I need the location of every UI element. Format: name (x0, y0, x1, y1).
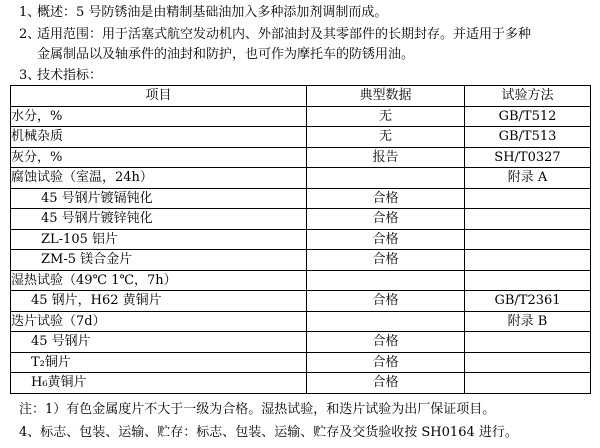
header-test-method: 试验方法 (465, 86, 591, 107)
table-row (11, 168, 591, 189)
table-header-row (11, 86, 591, 107)
method-cell (465, 188, 591, 209)
item-cell: 机械杂质 (11, 127, 307, 148)
value-cell: 合格 (307, 332, 465, 353)
item-number: 3、 (19, 68, 41, 83)
spec-heading-text: 技术指标： (37, 68, 103, 83)
item-cell: 灰分，% (11, 147, 307, 168)
value-cell (307, 270, 465, 291)
value-cell: 合格 (307, 209, 465, 230)
method-cell (465, 229, 591, 250)
method-cell (465, 270, 591, 291)
item-cell: ZM-5 镁合金片 (11, 250, 307, 271)
method-cell: GB/T512 (465, 106, 591, 127)
value-cell: 合格 (307, 373, 465, 394)
method-cell (465, 209, 591, 230)
method-cell (465, 332, 591, 353)
value-cell (307, 168, 465, 189)
method-cell: GB/T2361 (465, 291, 591, 312)
table-row (11, 332, 591, 353)
item-number: 1、 (19, 5, 41, 20)
value-cell: 合格 (307, 229, 465, 250)
item-number: 2、 (19, 27, 41, 42)
method-cell (465, 352, 591, 373)
value-cell: 合格 (307, 291, 465, 312)
item-cell: 湿热试验（49℃ 1℃，7h） (11, 270, 307, 291)
item-cell: 45 号钢片 (11, 332, 307, 353)
item-cell: 腐蚀试验（室温，24h） (11, 168, 307, 189)
table-row (11, 127, 591, 148)
table-row (11, 229, 591, 250)
item-cell: H₆黄铜片 (11, 373, 307, 394)
table-row (11, 311, 591, 332)
value-cell: 合格 (307, 250, 465, 271)
table-row (11, 147, 591, 168)
scope-text: 适用范围：用于活塞式航空发动机内、外部油封及其零部件的长期封存。并适用于多种 (37, 27, 532, 42)
item-cell: ZL-105 铝片 (11, 229, 307, 250)
item-cell: 迭片试验（7d） (11, 311, 307, 332)
footnote: 注：1）有色金属度片不大于一级为合格。湿热试验，和迭片试验为出厂保证项目。 (19, 402, 496, 417)
item-cell: T₂铜片 (11, 352, 307, 373)
item-cell: 水分，% (11, 106, 307, 127)
value-cell: 报告 (307, 147, 465, 168)
overview-text: 概述：5 号防锈油是由精制基础油加入多种添加剂调制而成。 (37, 5, 388, 20)
table-row (11, 250, 591, 271)
value-cell: 合格 (307, 352, 465, 373)
method-cell: SH/T0327 (465, 147, 591, 168)
scope-continuation: 金属制品以及轴承件的油封和防护，也可作为摩托车的防锈用油。 (37, 47, 415, 62)
method-cell (465, 250, 591, 271)
marking-packaging-paragraph: 4、标志、包装、运输、贮存：标志、包装、运输、贮存及交货验收按 SH0164 进行。 (19, 425, 518, 440)
table-row (11, 270, 591, 291)
spec-heading (19, 66, 102, 86)
method-cell (465, 373, 591, 394)
table-row (11, 188, 591, 209)
header-item: 项目 (11, 86, 307, 107)
header-typical-data: 典型数据 (307, 86, 465, 107)
table-row (11, 106, 591, 127)
item-cell: 45 号钢片镀锌钝化 (11, 209, 307, 230)
method-cell: 附录 A (465, 168, 591, 189)
spec-table (10, 85, 591, 394)
table-row (11, 291, 591, 312)
item-cell: 45 钢片，H62 黄铜片 (11, 291, 307, 312)
value-cell: 无 (307, 127, 465, 148)
method-cell: GB/T513 (465, 127, 591, 148)
scope-paragraph (19, 25, 531, 45)
value-cell: 无 (307, 106, 465, 127)
overview-paragraph (19, 3, 387, 23)
value-cell: 合格 (307, 188, 465, 209)
method-cell: 附录 B (465, 311, 591, 332)
table-row (11, 352, 591, 373)
table-row (11, 209, 591, 230)
table-row (11, 373, 591, 394)
value-cell (307, 311, 465, 332)
item-cell: 45 号钢片镀镉钝化 (11, 188, 307, 209)
